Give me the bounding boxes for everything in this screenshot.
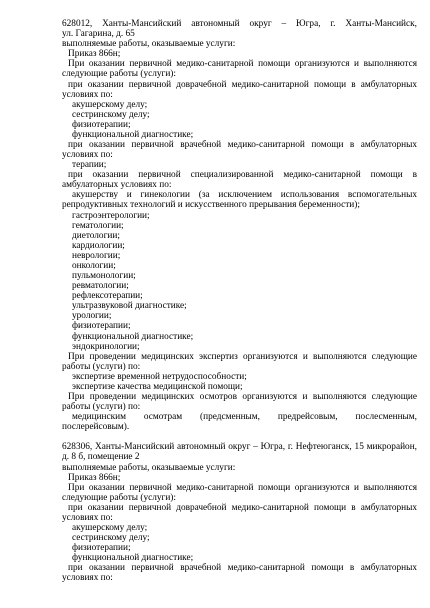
text-line: при оказании первичной доврачебной медико-санитарной помощи в амбулаторных: [68, 79, 417, 90]
text-line: При проведении медицинских экспертиз организуются и выполняются следующие: [68, 351, 417, 362]
text-line: д. 8 б, помещение 2: [62, 452, 140, 463]
text-line: При оказании первичной медико-санитарной помощи организуются и выполняются: [68, 482, 417, 493]
text-line: условиях по:: [62, 89, 113, 100]
text-line: акушерству и гинекологии (за исключением использования вспомогательных: [72, 190, 417, 201]
text-line: следующие работы (услуги):: [62, 69, 176, 80]
text-line: Приказ 866н;: [68, 49, 121, 60]
text-line: ревматологии;: [72, 281, 129, 292]
text-line: медицинским осмотрам (предсменным, предрейсовым, послесменным,: [72, 412, 417, 423]
text-line: репродуктивных технологий и искусственного прерывания беременности);: [62, 200, 360, 211]
text-line: физиотерапии;: [72, 543, 131, 554]
text-line: ул. Гагарина, д. 65: [62, 29, 135, 40]
text-line: физиотерапии;: [72, 119, 131, 130]
text-line: физиотерапии;: [72, 321, 131, 332]
text-line: при оказании первичной специализированной медико-санитарной помощи в: [68, 170, 417, 181]
text-line: пульмонологии;: [72, 271, 136, 281]
text-line: диетологии;: [72, 230, 120, 241]
text-line: рефлексотерапии;: [72, 291, 143, 302]
text-line: следующие работы (услуги):: [62, 492, 176, 503]
text-line: при оказании первичной доврачебной медико-санитарной помощи в амбулаторных: [68, 502, 417, 513]
text-line: экспертизе качества медицинской помощи;: [72, 381, 243, 392]
text-line: работы (услуги) по:: [62, 361, 141, 372]
text-line: гематологии;: [72, 220, 124, 231]
text-line: сестринскому делу;: [72, 533, 150, 544]
text-line: функциональной диагностике;: [72, 331, 194, 342]
text-line: неврологии;: [72, 250, 121, 261]
text-line: ультразвуковой диагностике;: [72, 301, 187, 312]
text-line: эндокринологии;: [72, 341, 140, 352]
text-line: гастроэнтерологии;: [72, 210, 150, 221]
text-line: сестринскому делу;: [72, 109, 150, 120]
text-line: онкологии;: [72, 260, 116, 271]
text-line: Приказ 866н;: [68, 472, 121, 483]
text-line: условиях по:: [62, 150, 113, 160]
text-line: 628306, Ханты-Мансийский автономный округ – Югра, г. Нефтеюганск, 15 микрорайон,: [62, 442, 417, 453]
text-line: урологии;: [72, 311, 112, 322]
text-line: функциональной диагностике;: [72, 553, 194, 564]
text-line: акушерскому делу;: [72, 523, 148, 533]
text-line: работы (услуги) по:: [62, 402, 141, 412]
text-line: При оказании первичной медико-санитарной помощи организуются и выполняются: [68, 59, 417, 70]
text-line: терапии;: [72, 160, 107, 171]
text-line: функциональной диагностике;: [72, 129, 194, 140]
text-line: при оказании первичной врачебной медико-санитарной помощи в амбулаторных: [68, 563, 417, 574]
text-line: при оказании первичной врачебной медико-санитарной помощи в амбулаторных: [68, 140, 417, 150]
text-line: послерейсовым).: [62, 422, 130, 433]
text-line: условиях по:: [62, 573, 113, 584]
text-line: условиях по:: [62, 512, 113, 523]
text-line: акушерскому делу;: [72, 99, 148, 110]
text-line: выполняемые работы, оказываемые услуги:: [62, 39, 236, 50]
text-line: кардиологии;: [72, 240, 125, 251]
text-line: экспертизе временной нетрудоспособности;: [72, 371, 247, 382]
text-line: При проведении медицинских осмотров организуются и выполняются следующие: [68, 392, 417, 402]
text-line: 628012, Ханты-Мансийский автономный округ – Югра, г. Ханты-Мансийск,: [62, 19, 417, 29]
text-line: амбулаторных условиях по:: [62, 180, 172, 191]
text-line: выполняемые работы, оказываемые услуги:: [62, 462, 236, 473]
